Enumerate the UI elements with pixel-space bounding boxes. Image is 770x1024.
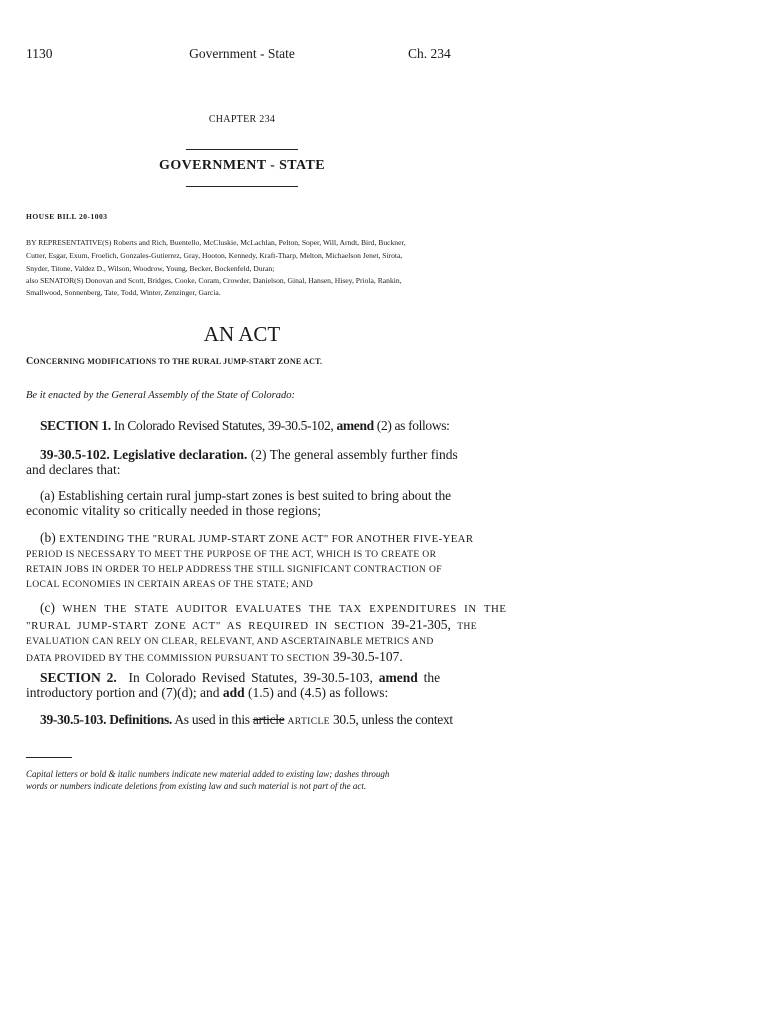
act-heading: AN ACT: [203, 322, 281, 346]
sponsor-line: Smallwood, Sonnenberg, Tate, Todd, Winter, Zenzinger, Garcia.: [26, 288, 221, 297]
bill-id: HOUSE BILL 20-1003: [26, 212, 108, 221]
title-rule-top: [186, 149, 298, 150]
concerning-text: ONCERNING MODIFICATIONS TO THE RURAL JUMP-START ZONE ACT.: [33, 357, 323, 366]
footnote-rule: [26, 757, 72, 758]
category-title: GOVERNMENT - STATE: [159, 158, 325, 173]
statute-102-heading: 39-30.5-102. Legislative declaration.: [40, 447, 248, 462]
statute-103: 39-30.5-103. Definitions. As used in this article ARTICLE 30.5, unless the context: [40, 712, 453, 727]
statute-102: 39-30.5-102. Legislative declaration. (2) The general assembly further finds and declares that:: [26, 447, 458, 477]
struck-word: article: [252, 712, 285, 727]
chapter-ref: Ch. 234: [408, 46, 451, 61]
sponsor-line: Cutter, Esgar, Exum, Froelich, Gonzales-Gutierrez, Gray, Hooton, Kennedy, Kraft-Tharp, Melton, Michaelson Jenet, Sirota,: [26, 251, 403, 260]
footnote-line: words or numbers indicate deletions from existing law and such material is not part of the act.: [26, 781, 367, 791]
concerning-clause: [26, 356, 322, 367]
subsection-c: (c) WHEN THE STATE AUDITOR EVALUATES THE TAX EXPENDITURES IN THE "RURAL JUMP-START ZONE ACT" AS REQUIRED IN SECTION 39-21-305, THE EVALUATION CAN RELY ON CLEAR, RELEVANT, AND ASCERTAINABLE METRICS AND DATA PROVIDED BY THE COMMISSION PURSUANT TO SECTION 39-30.5-107.: [26, 600, 507, 664]
sponsor-line: Snyder, Titone, Valdez D., Wilson, Woodrow, Young, Becker, Bockenfeld, Duran;: [26, 264, 275, 273]
section-1-label: SECTION 1.: [40, 418, 111, 433]
enacting-clause: Be it enacted by the General Assembly of the State of Colorado:: [26, 390, 295, 401]
footnote-line: Capital letters or bold & italic numbers indicate new material added to existing law; dashes through: [26, 769, 390, 779]
section-2-label: SECTION 2.: [40, 670, 117, 685]
running-title: Government - State: [189, 46, 295, 61]
title-rule-bottom: [186, 186, 298, 187]
concerning-initial: C: [26, 356, 34, 367]
chapter-label: CHAPTER 234: [208, 114, 276, 125]
inserted-word: ARTICLE: [287, 716, 330, 727]
sponsor-line: also SENATOR(S) Donovan and Scott, Bridges, Cooke, Coram, Crowder, Danielson, Ginal, Hansen, Hisey, Priola, Rankin,: [26, 276, 402, 285]
section-2: SECTION 2. In Colorado Revised Statutes, 39-30.5-103, amend the introductory portion and (7)(d); and add (1.5) and (4.5) as follows:: [26, 670, 441, 700]
page-number: 1130: [26, 46, 53, 61]
subsection-b: (b) EXTENDING THE "RURAL JUMP-START ZONE ACT" FOR ANOTHER FIVE-YEAR PERIOD IS NECESSARY TO MEET THE PURPOSE OF THE ACT, WHICH IS TO CREATE OR RETAIN JOBS IN ORDER TO HELP ADDRESS THE STILL SIGNIFICANT CONTRACTION OF LOCAL ECONOMIES IN CERTAIN AREAS OF THE STATE; AND: [26, 530, 474, 590]
section-1: SECTION 1. In Colorado Revised Statutes, 39-30.5-102, amend (2) as follows:: [40, 418, 450, 433]
subsection-a: (a) Establishing certain rural jump-start zones is best suited to bring about the economic vitality so critically needed in those regions;: [26, 488, 452, 518]
statute-103-heading: 39-30.5-103. Definitions.: [40, 712, 172, 727]
sponsor-line: BY REPRESENTATIVE(S) Roberts and Rich, Buentello, McCluskie, McLachlan, Pelton, Soper, Will, Arndt, Bird, Buckner,: [26, 238, 406, 247]
